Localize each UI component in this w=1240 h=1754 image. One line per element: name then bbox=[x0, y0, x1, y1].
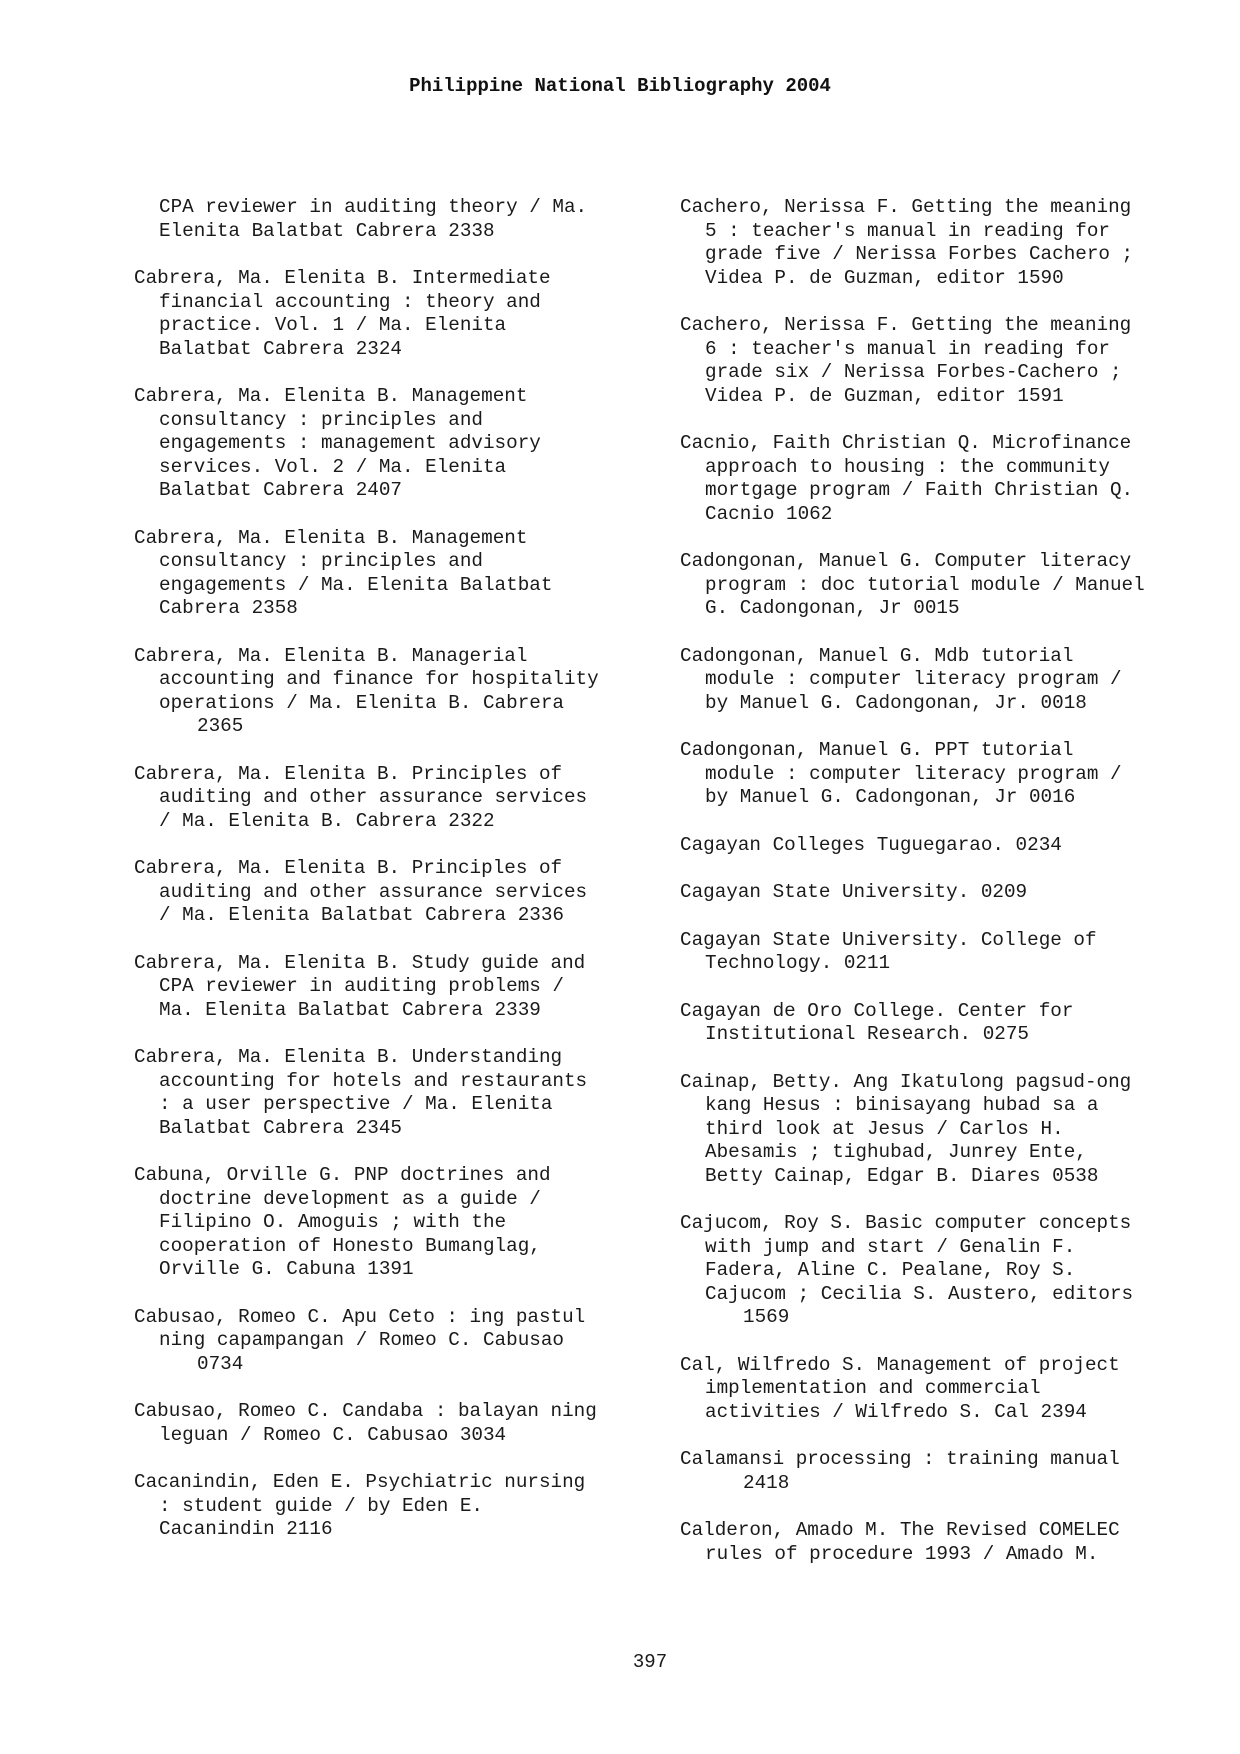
right-column bbox=[680, 196, 1145, 1590]
entry-line: kang Hesus : binisayang hubad sa a bbox=[705, 1094, 1099, 1116]
entry-line: 6 : teacher's manual in reading for bbox=[705, 337, 1110, 360]
entry-line: operations / Ma. Elenita B. Cabrera bbox=[159, 691, 564, 714]
entry-line: CPA reviewer in auditing problems / bbox=[159, 975, 564, 997]
bibliography-entry bbox=[680, 739, 1145, 810]
entry-line: financial accounting : theory and bbox=[159, 290, 541, 313]
entry-line: 5 : teacher's manual in reading for bbox=[705, 219, 1110, 242]
entry-line: Cabrera, Ma. Elenita B. Management bbox=[134, 385, 528, 407]
entry-line: Cabuna, Orville G. PNP doctrines and bbox=[134, 1164, 551, 1186]
entry-line: Balatbat Cabrera 2345 bbox=[159, 1116, 402, 1139]
bibliography-entry bbox=[134, 527, 599, 621]
entry-line: mortgage program / Faith Christian Q. bbox=[705, 479, 1134, 501]
entry-line: Videa P. de Guzman, editor 1590 bbox=[705, 266, 1064, 289]
entry-line: Balatbat Cabrera 2324 bbox=[159, 337, 402, 360]
bibliography-entry bbox=[134, 1164, 599, 1282]
entry-line: Cacnio 1062 bbox=[705, 502, 833, 525]
bibliography-entry bbox=[680, 1354, 1145, 1425]
entry-line: program : doc tutorial module / Manuel bbox=[705, 573, 1145, 596]
entry-line: Cabrera, Ma. Elenita B. Managerial bbox=[134, 644, 528, 667]
entry-line: third look at Jesus / Carlos H. bbox=[705, 1117, 1064, 1140]
entry-line: 2365 bbox=[197, 715, 244, 737]
entry-line: Balatbat Cabrera 2407 bbox=[159, 479, 402, 501]
entry-line: with jump and start / Genalin F. bbox=[705, 1235, 1076, 1258]
entry-line: Cal, Wilfredo S. Management of project bbox=[680, 1353, 1120, 1376]
entry-line: Cabrera, Ma. Elenita B. Principles of bbox=[134, 762, 563, 785]
entry-line: Calderon, Amado M. The Revised COMELEC bbox=[680, 1519, 1120, 1541]
bibliography-entry bbox=[680, 834, 1145, 858]
bibliography-entry bbox=[680, 432, 1145, 526]
bibliography-entry bbox=[680, 1519, 1145, 1566]
bibliography-entry bbox=[680, 881, 1145, 905]
entry-line: consultancy : principles and bbox=[159, 550, 483, 572]
entry-line: accounting for hotels and restaurants bbox=[159, 1069, 588, 1092]
entry-line: engagements : management advisory bbox=[159, 432, 541, 454]
entry-line: auditing and other assurance services bbox=[159, 880, 588, 903]
entry-line: Cainap, Betty. Ang Ikatulong pagsud-ong bbox=[680, 1070, 1132, 1093]
entry-line: Cabusao, Romeo C. Candaba : balayan ning bbox=[134, 1400, 597, 1422]
bibliography-entry bbox=[680, 1071, 1145, 1189]
entry-line: Calamansi processing : training manual bbox=[680, 1448, 1120, 1470]
entry-line: Cagayan State University. College of bbox=[680, 928, 1097, 951]
left-column bbox=[134, 196, 599, 1566]
entry-line: 0734 bbox=[197, 1352, 244, 1375]
entry-line: Abesamis ; tighubad, Junrey Ente, bbox=[705, 1141, 1087, 1163]
entry-line: Cachero, Nerissa F. Getting the meaning bbox=[680, 314, 1132, 336]
entry-line: by Manuel G. Cadongonan, Jr 0016 bbox=[705, 786, 1076, 808]
page-title: Philippine National Bibliography 2004 bbox=[409, 75, 831, 97]
entry-line: accounting and finance for hospitality bbox=[159, 668, 599, 690]
entry-line: CPA reviewer in auditing theory / Ma. bbox=[159, 196, 588, 218]
entry-line: G. Cadongonan, Jr 0015 bbox=[705, 597, 960, 619]
bibliography-entry bbox=[680, 929, 1145, 976]
entry-line: Cadongonan, Manuel G. Mdb tutorial bbox=[680, 644, 1074, 667]
bibliography-entry bbox=[134, 1400, 599, 1447]
entry-line: Cabrera, Ma. Elenita B. Management bbox=[134, 526, 528, 549]
entry-line: / Ma. Elenita Balatbat Cabrera 2336 bbox=[159, 904, 564, 926]
entry-line: ning capampangan / Romeo C. Cabusao bbox=[159, 1329, 564, 1351]
entry-line: Cabusao, Romeo C. Apu Ceto : ing pastul bbox=[134, 1305, 586, 1328]
entry-line: practice. Vol. 1 / Ma. Elenita bbox=[159, 314, 507, 336]
entry-line: Betty Cainap, Edgar B. Diares 0538 bbox=[705, 1164, 1099, 1187]
bibliography-entry bbox=[680, 1000, 1145, 1047]
bibliography-entry bbox=[134, 385, 599, 503]
entry-line: consultancy : principles and bbox=[159, 408, 483, 431]
entry-line: cooperation of Honesto Bumanglag, bbox=[159, 1234, 541, 1257]
bibliography-entry bbox=[134, 763, 599, 834]
entry-line: activities / Wilfredo S. Cal 2394 bbox=[705, 1400, 1087, 1423]
bibliography-entry bbox=[134, 1046, 599, 1140]
bibliography-entry bbox=[134, 857, 599, 928]
entry-line: Cabrera, Ma. Elenita B. Intermediate bbox=[134, 267, 551, 289]
entry-line: Cagayan State University. 0209 bbox=[680, 881, 1028, 903]
entry-line: approach to housing : the community bbox=[705, 455, 1110, 478]
entry-line: grade five / Nerissa Forbes Cachero ; bbox=[705, 243, 1134, 265]
entry-line: Cabrera, Ma. Elenita B. Understanding bbox=[134, 1046, 563, 1068]
entry-line: rules of procedure 1993 / Amado M. bbox=[705, 1542, 1099, 1565]
entry-line: engagements / Ma. Elenita Balatbat bbox=[159, 573, 553, 596]
bibliography-entry bbox=[134, 1306, 599, 1377]
entry-line: / Ma. Elenita B. Cabrera 2322 bbox=[159, 809, 495, 832]
entry-line: module : computer literacy program / bbox=[705, 668, 1122, 690]
entry-line: Filipino O. Amoguis ; with the bbox=[159, 1211, 507, 1233]
entry-line: Cajucom ; Cecilia S. Austero, editors bbox=[705, 1282, 1134, 1305]
entry-line: Fadera, Aline C. Pealane, Roy S. bbox=[705, 1259, 1076, 1281]
bibliography-entry bbox=[680, 1448, 1145, 1495]
entry-line: Cabrera 2358 bbox=[159, 597, 298, 619]
bibliography-entry bbox=[680, 550, 1145, 621]
bibliography-entry bbox=[134, 645, 599, 739]
entry-line: Cadongonan, Manuel G. Computer literacy bbox=[680, 550, 1132, 572]
entry-line: 1569 bbox=[743, 1306, 790, 1328]
entry-line: Cadongonan, Manuel G. PPT tutorial bbox=[680, 739, 1074, 761]
entry-line: Cacanindin, Eden E. Psychiatric nursing bbox=[134, 1471, 586, 1493]
entry-line: Elenita Balatbat Cabrera 2338 bbox=[159, 219, 495, 242]
entry-line: Cagayan Colleges Tuguegarao. 0234 bbox=[680, 833, 1062, 856]
entry-line: Orville G. Cabuna 1391 bbox=[159, 1258, 414, 1280]
entry-line: Cabrera, Ma. Elenita B. Study guide and bbox=[134, 951, 586, 974]
entry-line: by Manuel G. Cadongonan, Jr. 0018 bbox=[705, 691, 1087, 714]
entry-line: Technology. 0211 bbox=[705, 952, 891, 974]
bibliography-entry bbox=[134, 1471, 599, 1542]
bibliography-entry bbox=[680, 1212, 1145, 1330]
entry-line: 2418 bbox=[743, 1471, 790, 1494]
bibliography-entry bbox=[134, 196, 599, 243]
entry-line: Cabrera, Ma. Elenita B. Principles of bbox=[134, 857, 563, 879]
entry-line: module : computer literacy program / bbox=[705, 762, 1122, 785]
bibliography-entry bbox=[680, 196, 1145, 290]
bibliography-entry bbox=[680, 314, 1145, 408]
bibliography-entry bbox=[680, 645, 1145, 716]
entry-line: auditing and other assurance services bbox=[159, 786, 588, 808]
entry-line: Cajucom, Roy S. Basic computer concepts bbox=[680, 1212, 1132, 1234]
entry-line: Cachero, Nerissa F. Getting the meaning bbox=[680, 196, 1132, 218]
entry-line: Ma. Elenita Balatbat Cabrera 2339 bbox=[159, 998, 541, 1021]
bibliography-entry bbox=[134, 267, 599, 361]
entry-line: Cacnio, Faith Christian Q. Microfinance bbox=[680, 432, 1132, 454]
page-number: 397 bbox=[632, 1651, 668, 1673]
entry-line: leguan / Romeo C. Cabusao 3034 bbox=[159, 1423, 507, 1446]
entry-line: implementation and commercial bbox=[705, 1377, 1041, 1399]
entry-line: Cacanindin 2116 bbox=[159, 1518, 333, 1540]
entry-line: services. Vol. 2 / Ma. Elenita bbox=[159, 455, 507, 478]
entry-line: Videa P. de Guzman, editor 1591 bbox=[705, 384, 1064, 407]
entry-line: : student guide / by Eden E. bbox=[159, 1494, 483, 1517]
entry-line: grade six / Nerissa Forbes-Cachero ; bbox=[705, 361, 1122, 383]
entry-line: Institutional Research. 0275 bbox=[705, 1023, 1029, 1045]
entry-line: Cagayan de Oro College. Center for bbox=[680, 999, 1074, 1022]
bibliography-entry bbox=[134, 952, 599, 1023]
entry-line: doctrine development as a guide / bbox=[159, 1187, 541, 1210]
entry-line: : a user perspective / Ma. Elenita bbox=[159, 1093, 553, 1115]
